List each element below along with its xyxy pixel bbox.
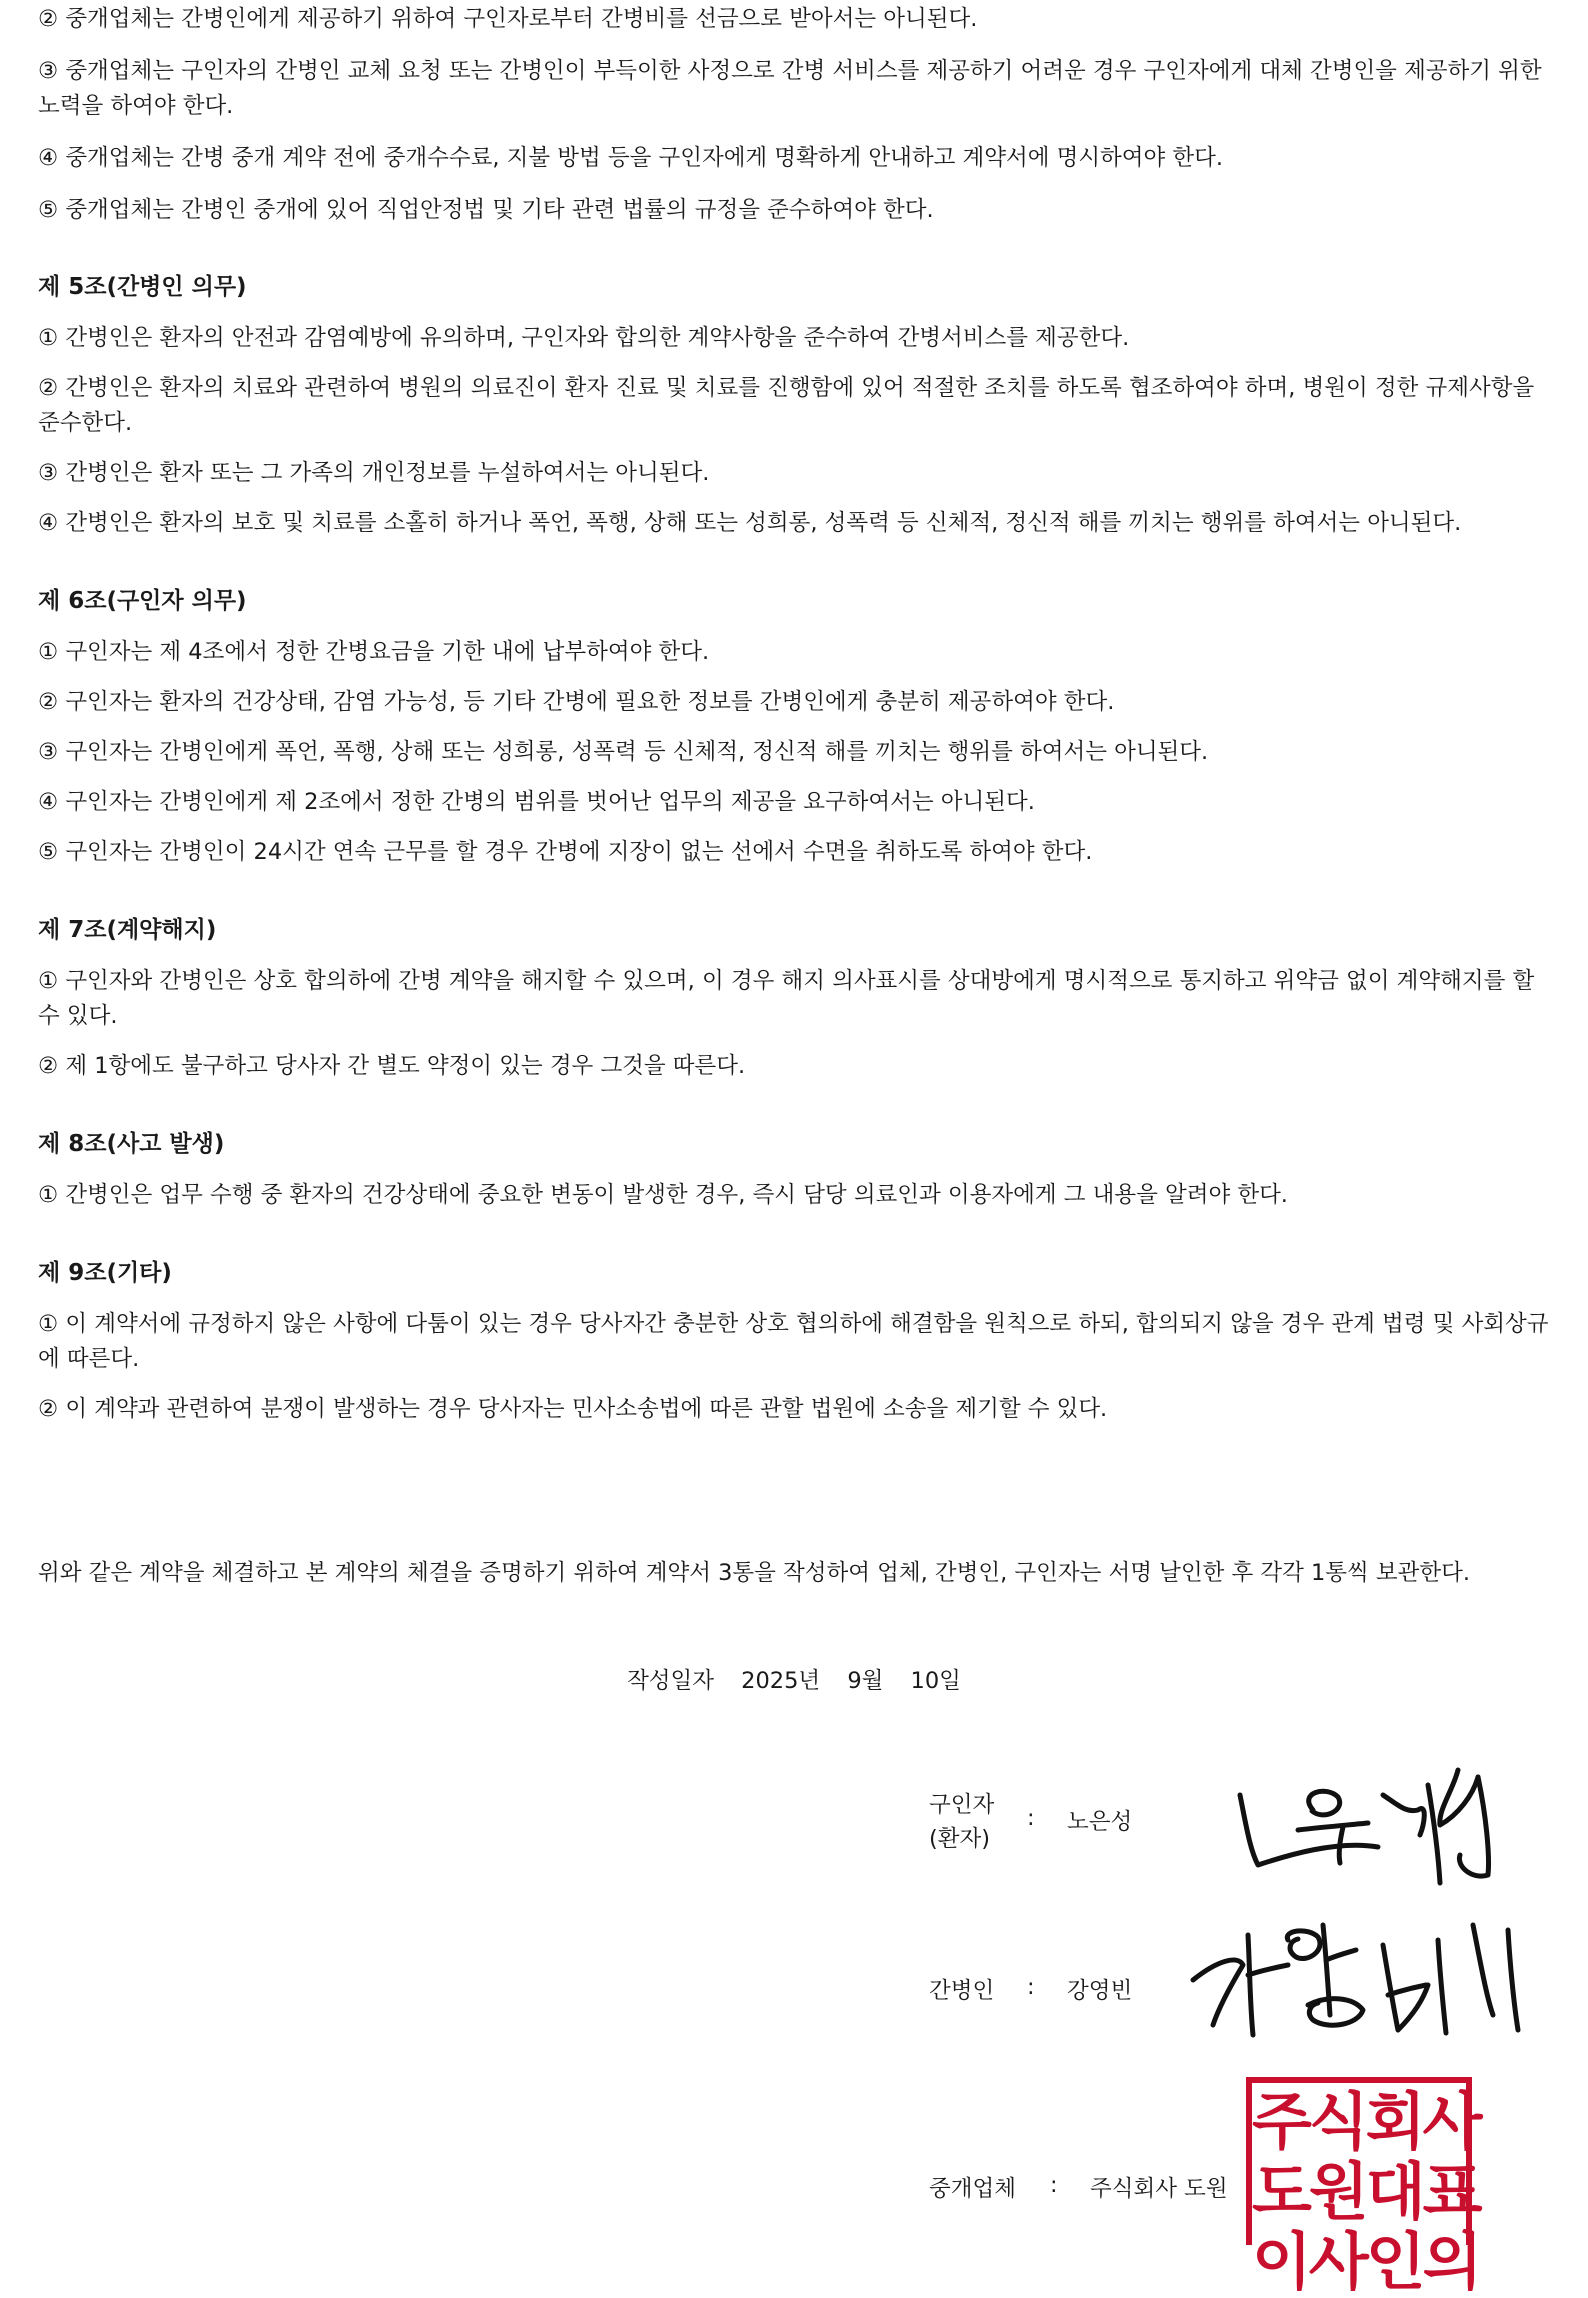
clause-item: ② 구인자는 환자의 건강상태, 감염 가능성, 등 기타 간병에 필요한 정보를 간병인에게 충분히 제공하여야 한다. <box>38 689 1115 715</box>
article-heading: 제 7조(계약해지) <box>38 917 217 943</box>
article-8 <box>38 1127 1558 1222</box>
clause-item: ② 간병인은 환자의 치료와 관련하여 병원의 의료진이 환자 진료 및 치료를 진행함에 있어 적절한 조치를 하도록 협조하여야 하며, 병원이 정한 규제사항을 준수한다. <box>38 375 1535 436</box>
article-5 <box>38 270 1558 550</box>
clause-item: ④ 중개업체는 간병 중개 계약 전에 중개수수료, 지불 방법 등을 구인자에게 명확하게 안내하고 계약서에 명시하여야 한다. <box>38 145 1224 171</box>
clause-item: ③ 중개업체는 구인자의 간병인 교체 요청 또는 간병인이 부득이한 사정으로 간병 서비스를 제공하기 어려운 경우 구인자에게 대체 간병인을 제공하기 위한 노력을 하여야 한다. <box>38 58 1542 119</box>
date-day: 10일 <box>910 1668 961 1694</box>
article-heading: 제 8조(사고 발생) <box>38 1131 225 1157</box>
clause-item: ① 이 계약서에 규정하지 않은 사항에 다툼이 있는 경우 당사자간 충분한 상호 협의하에 해결함을 원칙으로 하되, 합의되지 않을 경우 관계 법령 및 사회상규에 따른다. <box>38 1311 1549 1372</box>
closing-statement: 위와 같은 계약을 체결하고 본 계약의 체결을 증명하기 위하여 계약서 3통을 작성하여 업체, 간병인, 구인자는 서명 날인한 후 각각 1통씩 보관한다. <box>38 1560 1471 1586</box>
clause-item: ① 구인자와 간병인은 상호 합의하에 간병 계약을 해지할 수 있으며, 이 경우 해지 의사표시를 상대방에게 명시적으로 통지하고 위약금 없이 계약해지를 할 수 있다. <box>38 968 1535 1029</box>
agency-label: 중개업체 <box>929 2176 1016 2202</box>
company-seal <box>1246 2077 1480 2298</box>
caregiver-name: 강영빈 <box>1067 1978 1133 2004</box>
clause-item: ⑤ 구인자는 간병인이 24시간 연속 근무를 할 경우 간병에 지장이 없는 선에서 수면을 취하도록 하여야 한다. <box>38 839 1093 865</box>
seal-line: 주식회사 <box>1252 2085 1480 2158</box>
contract-body <box>38 0 1558 1436</box>
clause-item: ② 이 계약과 관련하여 분쟁이 발생하는 경우 당사자는 민사소송법에 따른 관할 법원에 소송을 제기할 수 있다. <box>38 1396 1108 1422</box>
separator: : <box>1050 2172 1058 2198</box>
written-date <box>0 1663 1588 1695</box>
article-7 <box>38 913 1558 1093</box>
client-label-line1: 구인자 <box>929 1792 995 1818</box>
intro-clauses <box>38 0 1558 236</box>
clause-item: ③ 구인자는 간병인에게 폭언, 폭행, 상해 또는 성희롱, 성폭력 등 신체적, 정신적 해를 끼치는 행위를 하여서는 아니된다. <box>38 739 1209 765</box>
article-heading: 제 6조(구인자 의무) <box>38 588 247 614</box>
clause-item: ① 간병인은 환자의 안전과 감염예방에 유의하며, 구인자와 합의한 계약사항을 준수하여 간병서비스를 제공한다. <box>38 325 1130 351</box>
caregiver-signature <box>1188 1905 1528 2045</box>
client-label-line2: (환자) <box>929 1826 991 1852</box>
separator: : <box>1027 1974 1035 2000</box>
date-year: 2025년 <box>741 1668 821 1694</box>
clause-item: ① 간병인은 업무 수행 중 환자의 건강상태에 중요한 변동이 발생한 경우, 즉시 담당 의료인과 이용자에게 그 내용을 알려야 한다. <box>38 1182 1288 1208</box>
date-month: 9월 <box>847 1668 884 1694</box>
clause-item: ④ 간병인은 환자의 보호 및 치료를 소홀히 하거나 폭언, 폭행, 상해 또는 성희롱, 성폭력 등 신체적, 정신적 해를 끼치는 행위를 하여서는 아니된다. <box>38 510 1462 536</box>
separator: : <box>1027 1805 1035 1831</box>
client-signature <box>1228 1755 1528 1885</box>
clause-item: ⑤ 중개업체는 간병인 중개에 있어 직업안정법 및 기타 관련 법률의 규정을 준수하여야 한다. <box>38 197 934 223</box>
agency-name: 주식회사 도원 <box>1090 2176 1228 2202</box>
client-label <box>929 1788 994 1856</box>
article-heading: 제 9조(기타) <box>38 1260 172 1286</box>
date-label: 작성일자 <box>627 1668 715 1694</box>
seal-line: 도원대표 <box>1252 2155 1480 2228</box>
clause-item: ② 제 1항에도 불구하고 당사자 간 별도 약정이 있는 경우 그것을 따른다. <box>38 1053 746 1079</box>
seal-line: 이사인의 <box>1252 2225 1480 2298</box>
clause-item: ③ 간병인은 환자 또는 그 가족의 개인정보를 누설하여서는 아니된다. <box>38 460 710 486</box>
clause-item: ① 구인자는 제 4조에서 정한 간병요금을 기한 내에 납부하여야 한다. <box>38 639 710 665</box>
article-6 <box>38 584 1558 879</box>
caregiver-label: 간병인 <box>929 1978 995 2004</box>
article-heading: 제 5조(간병인 의무) <box>38 274 247 300</box>
article-9 <box>38 1256 1558 1436</box>
clause-item: ② 중개업체는 간병인에게 제공하기 위하여 구인자로부터 간병비를 선금으로 받아서는 아니된다. <box>38 6 978 32</box>
client-name: 노은성 <box>1067 1809 1133 1835</box>
clause-item: ④ 구인자는 간병인에게 제 2조에서 정한 간병의 범위를 벗어난 업무의 제공을 요구하여서는 아니된다. <box>38 789 1035 815</box>
